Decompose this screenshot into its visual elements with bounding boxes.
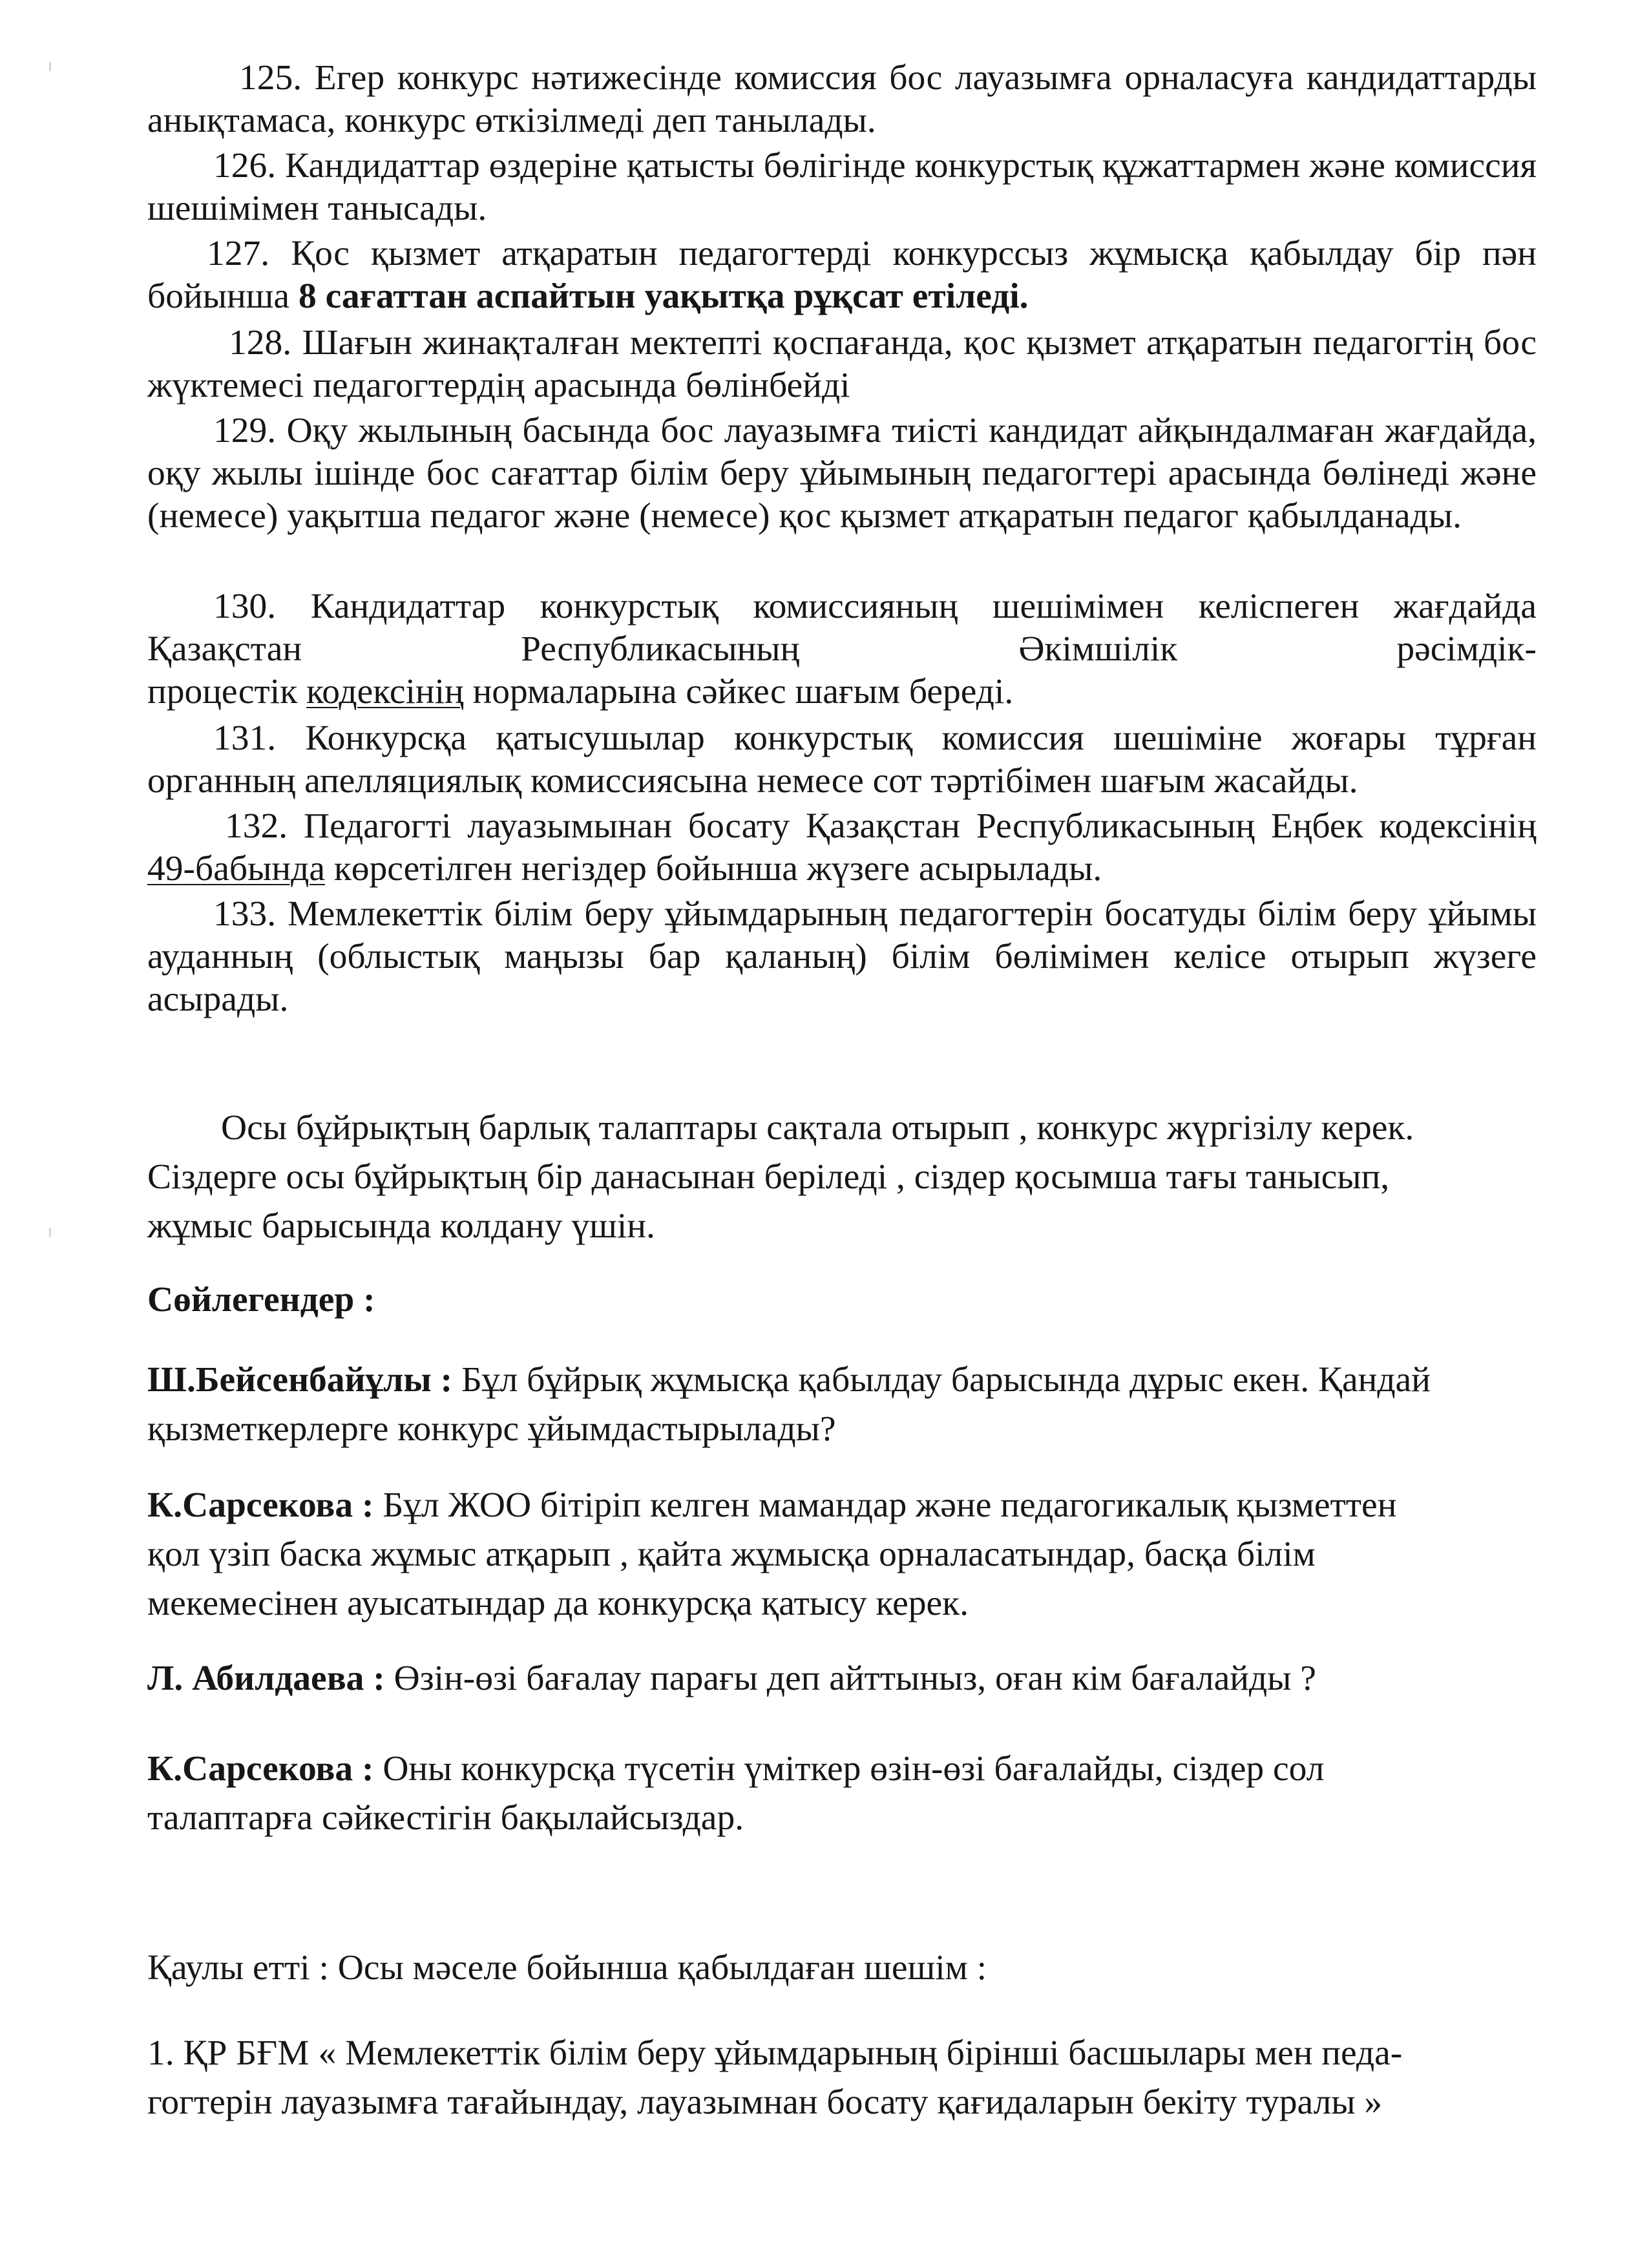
speech-text: Өзін-өзі бағалау парағы деп айттыныз, оған кім бағалайды ? [394, 1659, 1316, 1698]
resolution-item-line: 1. ҚР БҒМ « Мемлекеттік білім беру ұйымдарының бірінші басшылары мен педа- [147, 2033, 1403, 2073]
speaker-name: Ш.Бейсенбайұлы : [147, 1360, 453, 1400]
clause-129 [147, 410, 1537, 538]
dialogue-line [147, 1481, 1537, 1530]
clause-number: 131. [213, 719, 277, 758]
speaker-name: К.Сарсекова : [147, 1486, 374, 1525]
clause-number: 125. [239, 58, 302, 98]
speech-text: Бұл ЖОО бітіріп келген мамандар және педагогикалық қызметтен [383, 1486, 1397, 1525]
clause-spread-line [147, 628, 1537, 671]
speakers-heading: Сөйлегендер : [147, 1280, 375, 1319]
speaker-name: Л. Абилдаева : [147, 1659, 385, 1698]
notice-block [147, 1104, 1537, 1251]
code-reference-link[interactable]: кодексінің [306, 672, 464, 711]
clause-text: Шағын жинақталған мектепті қоспағанда, қос қызмет атқаратын педагогтің бос жүктемесі педагогтердің арасында бөлінбейді [147, 323, 1537, 405]
clause-paragraph [147, 322, 1537, 407]
clause-text: Оқу жылының басында бос лауазымға тиісті кандидат айқындалмаған жағдайда, оқу жылы ішінде бос сағаттар білім беру ұйымының педагогтері арасында бөлінеді және (немесе) уақытша педагог және (немесе) қос қызмет атқаратын педагог қабылданады. [147, 411, 1537, 536]
clause-text: Педагогті лауазымынан босату Қазақстан Республикасының Еңбек кодексінің [303, 806, 1537, 846]
notice-line: Сіздерге осы бұйрықтың бір данасынан беріледі , сіздер қосымша тағы танысып, [147, 1157, 1390, 1197]
clause-131 [147, 717, 1537, 803]
speech-text: қызметкерлерге конкурс ұйымдастырылады? [147, 1409, 836, 1449]
clause-number: 128. [229, 323, 292, 362]
dialogue-entry [147, 1654, 1537, 1703]
clause-number: 127. [207, 234, 270, 273]
resolution-item-line: гогтерін лауазымға тағайындау, лауазымнан босату қағидаларын бекіту туралы » [147, 2083, 1383, 2122]
clause-first-line [147, 585, 1537, 628]
clause-paragraph [147, 805, 1537, 890]
clause-127 [147, 233, 1537, 318]
clause-number: 133. [213, 894, 277, 934]
speaker-name: К.Сарсекова : [147, 1749, 374, 1789]
speech-text: Бұл бұйрық жұмысқа қабылдау барысында дұрыс екен. Қандай [461, 1360, 1431, 1400]
scan-margin-mark [49, 62, 51, 71]
clause-paragraph [147, 410, 1537, 538]
clause-number: 130. [213, 587, 277, 626]
clause-number: 132. [225, 806, 288, 846]
clause-133 [147, 893, 1537, 1021]
spread-word: Әкімшілік [1018, 629, 1178, 669]
clause-126 [147, 145, 1537, 230]
speech-text: мекемесінен ауысатындар да конкурсқа қатысу керек. [147, 1584, 969, 1623]
clause-text: Егер конкурс нәтижесінде комиссия бос лауазымға орналасуға кандидаттарды анықтамаса, конкурс өткізілмеді деп танылады. [147, 58, 1537, 140]
clause-132 [147, 805, 1537, 890]
clause-number: 126. [213, 146, 277, 185]
dialogue-line [147, 1745, 1537, 1794]
clause-paragraph [147, 145, 1537, 230]
resolution-item [147, 2029, 1537, 2127]
dialogue-entry [147, 1481, 1537, 1628]
clause-text: процестік [147, 672, 298, 711]
dialogue-entry [147, 1356, 1537, 1454]
clause-text: көрсетілген негіздер бойынша жүзеге асырылады. [333, 849, 1102, 888]
clause-paragraph [147, 717, 1537, 803]
clause-text: нормаларына сәйкес шағым береді. [472, 672, 1014, 711]
clause-130 [147, 585, 1537, 713]
dialogue-entry [147, 1745, 1537, 1843]
spread-word: рәсімдік- [1396, 629, 1537, 669]
speakers-section [147, 1276, 1537, 1325]
spread-word: Республикасының [521, 629, 800, 669]
clause-paragraph [147, 233, 1537, 318]
clause-text: Конкурсқа қатысушылар конкурстық комиссия шешіміне жоғары тұрған органның апелляциялық комиссиясына немесе сот тәртібімен шағым жасайды. [147, 719, 1537, 801]
clause-paragraph [147, 57, 1537, 142]
notice-line: Осы бұйрықтың барлық талаптары сақтала отырып , конкурс жүргізілу керек. [221, 1108, 1414, 1148]
clause-text: Кандидаттар конкурстық комиссияның шешімімен келіспеген жағдайда [310, 587, 1537, 626]
notice-line: жұмыс барысында колдану үшін. [147, 1206, 655, 1246]
speech-text: Оны конкурсқа түсетін үміткер өзін-өзі бағалайды, сіздер сол [383, 1749, 1325, 1789]
speech-text: қол үзіп баска жұмыс атқарып , қайта жұмысқа орналасатындар, басқа білім [147, 1535, 1316, 1574]
clause-text: Қос қызмет атқаратын педагогтерді конкурссыз жұмысқа қабылдау бір пән бойынша [147, 234, 1537, 316]
clause-text: Кандидаттар өздеріне қатысты бөлігінде конкурстық құжаттармен және комиссия шешімімен танысады. [147, 146, 1537, 228]
resolution-section [147, 1944, 1537, 1993]
scan-margin-mark [49, 1228, 51, 1237]
clause-paragraph [147, 893, 1537, 1021]
clause-bold-text: 8 сағаттан аспайтын уақытқа рұқсат етіледі. [298, 277, 1029, 316]
clause-last-line [147, 671, 1537, 713]
clause-text: Мемлекеттік білім беру ұйымдарының педагогтерін босатуды білім беру ұйымы ауданның (облыстық маңызы бар қаланың) білім бөлімімен келісе отырып жүзеге асырады. [147, 894, 1537, 1019]
article-reference-link[interactable]: 49-бабында [147, 849, 325, 888]
speech-text: талаптарға сәйкестігін бақылайсыздар. [147, 1798, 744, 1838]
clause-number: 129. [213, 411, 277, 450]
spread-word: Қазақстан [147, 629, 302, 669]
dialogue-line [147, 1356, 1537, 1405]
clause-128 [147, 322, 1537, 407]
clause-125 [147, 57, 1537, 142]
dialogue-line [147, 1654, 1537, 1703]
resolution-heading: Қаулы етті : Осы мәселе бойынша қабылдаған шешім : [147, 1948, 987, 1988]
